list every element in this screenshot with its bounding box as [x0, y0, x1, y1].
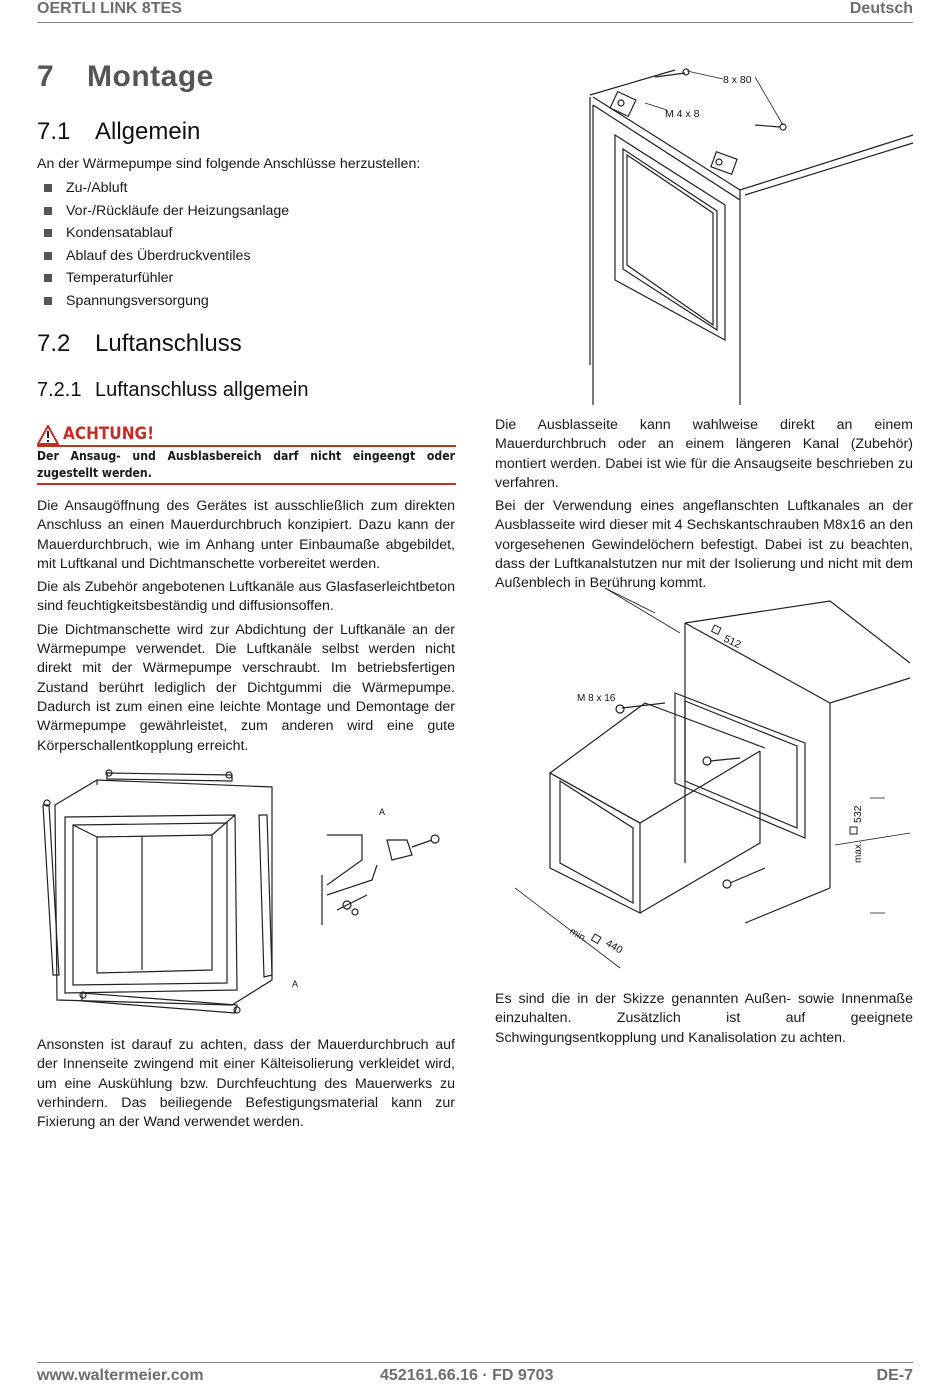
paragraph: Die Ausblasseite kann wahlweise direkt an einem Mauerdurchbruch oder an einem längeren Kanal (Zubehör) montiert werden. Dabei ist wie für die Ansaugseite beschrieben zu verfahren. — [495, 417, 913, 491]
figure-sealing-sleeve — [37, 765, 457, 1030]
label-screw-wood: 8 x 80 — [723, 74, 752, 86]
label-screw-metal: M 4 x 8 — [665, 108, 700, 120]
warning-title: ACHTUNG! — [63, 424, 155, 444]
footer-docnum: 452161.66.16 · FD 9703 — [380, 1367, 554, 1384]
figure-wall-mount — [585, 65, 915, 405]
detail-label: A — [379, 807, 386, 817]
paragraph: Die als Zubehör angebotenen Luftkanäle aus Glasfaserleichtbeton sind feuchtigkeitsbeständig und diffusionsoffen. — [37, 579, 455, 615]
header-rule — [37, 22, 913, 23]
connection-list — [37, 177, 457, 313]
header-language: Deutsch — [849, 0, 913, 17]
paragraph: Die Ansaugöffnung des Gerätes ist ausschließlich zum direkten Anschluss an einen Mauerdurchbruch konzipiert. Dazu kann der Mauerdurchbruch, wie im Anhang unter Einbaumaße abgebildet, mit Luftkanal und Dichtmanschette vorbereitet werden. — [37, 498, 455, 572]
footer-website: www.waltermeier.com — [37, 1367, 204, 1384]
left-body — [37, 497, 455, 756]
footer-rule — [37, 1362, 913, 1363]
list-item: Ablauf des Überdruckventiles — [37, 245, 457, 268]
paragraph: Die Dichtmanschette wird zur Abdichtung der Luftkanäle an der Wärmepumpe verwendet. Die Luftkanäle selbst werden nicht direkt mit der Wärmepumpe verschraubt. Im betriebsfertigen Zustand berührt lediglich der Dichtgummi die Wärmepumpe. Dadurch ist zum einen eine leichte Montage und Demontage der Wärmepumpe gewährleistet, zum anderen wird eine gute Körperschallentkopplung erreicht. — [37, 621, 455, 754]
dim-min-prefix: min. — [567, 926, 590, 946]
right-bottom-paragraph: Es sind die in der Skizze genannten Außen- sowie Innenmaße einzuhalten. Zusätzlich ist auf geeignete Schwingungsentkopplung und Kanalisolation zu achten. — [495, 991, 913, 1046]
list-item: Kondensatablauf — [37, 222, 457, 245]
warning-rule-bottom — [37, 483, 456, 485]
chapter-title: 7 Montage — [37, 60, 214, 93]
dim-max-label: 532 — [852, 805, 864, 823]
bolt-label: M 8 x 16 — [577, 693, 616, 704]
dim-max-prefix: max. — [853, 841, 864, 863]
footer-page: DE-7 — [876, 1367, 913, 1384]
section-7-1-title: 7.1 Allgemein — [37, 118, 201, 145]
paragraph: Bei der Verwendung eines angeflanschten Luftkanales an der Ausblasseite wird dieser mit 4 Sechskantschrauben M8x16 an den vorgesehenen Gewindelöchern befestigt. Dabei ist zu beachten, dass der Luftkanalstutzen nur mit der Isolierung und nicht mit dem Außenblech in Berührung kommt. — [495, 498, 913, 592]
detail-ref-label: A — [292, 979, 299, 989]
list-item: Zu-/Abluft — [37, 177, 457, 200]
list-item: Vor-/Rückläufe der Heizungsanlage — [37, 200, 457, 223]
dim-outer-label: 512 — [721, 632, 743, 652]
warning-text: Der Ansaug- und Ausblasbereich darf nicht eingeengt oder zugestellt werden. — [37, 448, 455, 480]
list-item: Spannungsversorgung — [37, 290, 457, 313]
header-product: OERTLI LINK 8TES — [37, 0, 182, 17]
section-7-2-title: 7.2 Luftanschluss — [37, 330, 242, 357]
figure-air-duct — [505, 583, 910, 973]
left-bottom-paragraph: Ansonsten ist darauf zu achten, dass der Mauerdurchbruch auf der Innenseite zwingend mit einer Kälteisolierung verkleidet wird, um eine Auskühlung bzw. Durchfeuchtung des Mauerwerks zu verhindern. Das beiliegende Befestigungsmaterial kann zur Fixierung an der Wand verwendet werden. — [37, 1037, 455, 1131]
dim-min-label: 440 — [603, 937, 625, 957]
section-7-1-intro: An der Wärmepumpe sind folgende Anschlüsse herzustellen: — [37, 156, 421, 172]
list-item: Temperaturfühler — [37, 267, 457, 290]
warning-icon — [37, 425, 59, 445]
right-body — [495, 416, 913, 594]
section-7-2-1-title: 7.2.1 Luftanschluss allgemein — [37, 379, 309, 401]
